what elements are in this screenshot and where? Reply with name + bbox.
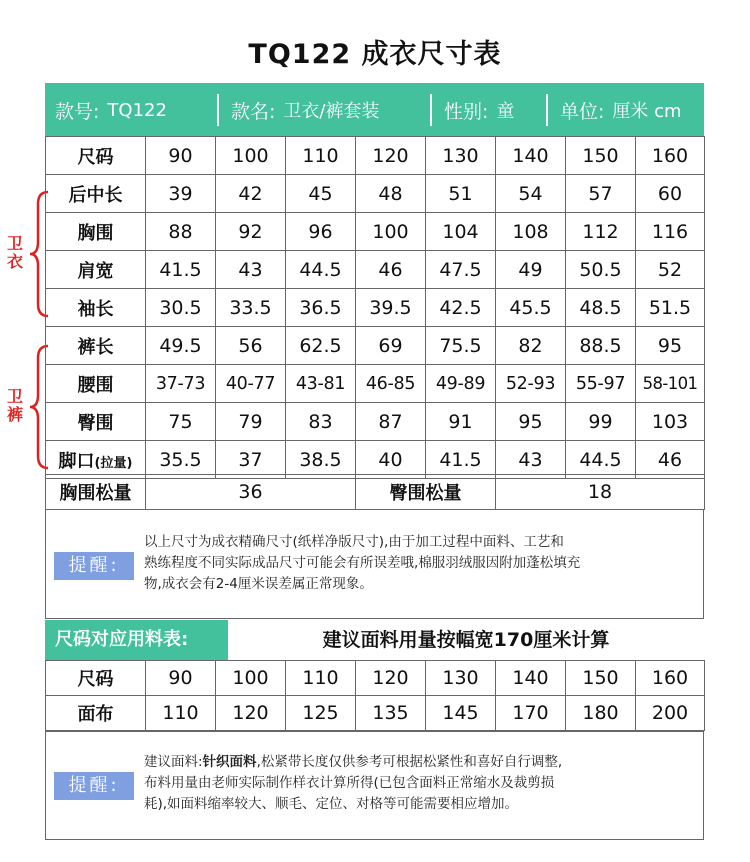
reminder-prefix: 建议面料: — [144, 754, 203, 770]
reminder-rest: ,松紧带长度仅供参考可根据松紧性和喜好自行调整, — [256, 754, 563, 770]
table-row — [46, 289, 705, 327]
table-cell: 103 — [636, 403, 705, 441]
table-cell: 36.5 — [286, 289, 356, 327]
table-cell: 88.5 — [566, 327, 636, 365]
row-label — [46, 441, 146, 479]
size-header: 160 — [636, 137, 705, 175]
size-table — [45, 136, 705, 479]
looseness-table — [45, 474, 705, 510]
size-header: 120 — [356, 137, 426, 175]
size-header: 90 — [146, 137, 216, 175]
table-cell: 30.5 — [146, 289, 216, 327]
table-row — [46, 661, 705, 696]
table-cell: 46 — [356, 251, 426, 289]
table-cell: 135 — [356, 696, 426, 731]
reminder-tag: 提醒: — [54, 552, 134, 580]
table-cell: 110 — [146, 696, 216, 731]
style-name-value: 卫衣/裤套装 — [283, 101, 380, 122]
table-cell: 41.5 — [426, 441, 496, 479]
table-cell: 51.5 — [636, 289, 705, 327]
table-cell: 51 — [426, 175, 496, 213]
size-header: 100 — [216, 137, 286, 175]
table-row — [46, 327, 705, 365]
table-cell: 90 — [146, 661, 216, 696]
table-cell: 42.5 — [426, 289, 496, 327]
size-header: 130 — [426, 137, 496, 175]
reminder-text — [144, 752, 562, 815]
table-cell: 40-77 — [216, 365, 286, 403]
reminder-line: 以上尺寸为成衣精确尺寸(纸样净版尺寸),由于加工过程中面料、工艺和 — [144, 534, 564, 550]
table-row — [46, 403, 705, 441]
fabric-size-label: 尺码 — [46, 661, 146, 696]
table-cell: 43-81 — [286, 365, 356, 403]
table-cell: 50.5 — [566, 251, 636, 289]
table-cell: 92 — [216, 213, 286, 251]
table-cell: 35.5 — [146, 441, 216, 479]
table-cell: 75.5 — [426, 327, 496, 365]
table-row — [46, 365, 705, 403]
chest-looseness-label: 胸围松量 — [46, 475, 146, 510]
table-cell: 116 — [636, 213, 705, 251]
info-divider — [546, 94, 548, 126]
reminder-tag: 提醒: — [54, 772, 134, 800]
table-cell: 58-101 — [636, 365, 705, 403]
table-cell: 41.5 — [146, 251, 216, 289]
table-cell: 200 — [636, 696, 705, 731]
table-cell: 40 — [356, 441, 426, 479]
table-cell: 110 — [286, 661, 356, 696]
table-cell: 46-85 — [356, 365, 426, 403]
table-cell: 91 — [426, 403, 496, 441]
row-label-note: (拉量) — [94, 455, 133, 471]
table-cell: 95 — [636, 327, 705, 365]
reminder-note-sizes — [45, 509, 704, 619]
table-cell: 44.5 — [286, 251, 356, 289]
row-label: 胸围 — [46, 213, 146, 251]
table-cell: 140 — [496, 661, 566, 696]
unit-label: 单位: — [560, 100, 605, 123]
reminder-line: 布料用量由老师实际制作样衣计算所得(已包含面料正常缩水及裁剪损 — [144, 775, 555, 791]
info-divider — [430, 94, 432, 126]
unit-value: 厘米 cm — [612, 101, 682, 122]
hip-looseness-value: 18 — [496, 475, 705, 510]
size-header-row — [46, 137, 705, 175]
table-cell: 60 — [636, 175, 705, 213]
table-cell: 39.5 — [356, 289, 426, 327]
table-cell: 43 — [496, 441, 566, 479]
table-cell: 33.5 — [216, 289, 286, 327]
reminder-highlight: 针织面料 — [202, 754, 257, 770]
reminder-line: 耗),如面料缩率较大、顺毛、定位、对格等可能需要相应增加。 — [144, 796, 519, 812]
table-cell: 120 — [356, 661, 426, 696]
fabric-heading: 尺码对应用料表: — [45, 620, 228, 660]
table-cell: 38.5 — [286, 441, 356, 479]
table-cell: 54 — [496, 175, 566, 213]
table-cell: 55-97 — [566, 365, 636, 403]
table-cell: 48.5 — [566, 289, 636, 327]
table-cell: 37 — [216, 441, 286, 479]
style-name-label: 款名: — [231, 100, 276, 123]
table-cell: 108 — [496, 213, 566, 251]
table-cell: 104 — [426, 213, 496, 251]
table-cell: 49 — [496, 251, 566, 289]
product-info-bar — [45, 83, 704, 137]
row-label: 肩宽 — [46, 251, 146, 289]
chest-looseness-value: 36 — [146, 475, 356, 510]
reminder-text — [144, 532, 580, 595]
table-cell: 99 — [566, 403, 636, 441]
reminder-line: 熟练程度不同实际成品尺寸可能会有所误差哦,棉服羽绒服因附加蓬松填充 — [144, 555, 581, 571]
gender-value: 童 — [496, 101, 515, 122]
table-cell: 95 — [496, 403, 566, 441]
table-row — [46, 175, 705, 213]
table-cell: 42 — [216, 175, 286, 213]
row-label: 后中长 — [46, 175, 146, 213]
table-cell: 46 — [636, 441, 705, 479]
table-cell: 75 — [146, 403, 216, 441]
table-cell: 82 — [496, 327, 566, 365]
table-cell: 52-93 — [496, 365, 566, 403]
table-cell: 49.5 — [146, 327, 216, 365]
table-cell: 52 — [636, 251, 705, 289]
gender-label: 性别: — [444, 100, 489, 123]
table-cell: 62.5 — [286, 327, 356, 365]
table-row — [46, 251, 705, 289]
row-label: 袖长 — [46, 289, 146, 327]
group-label-top: 卫衣 — [6, 234, 23, 271]
fabric-amount-label: 面布 — [46, 696, 146, 731]
row-label: 裤长 — [46, 327, 146, 365]
fabric-recommendation: 建议面料用量按幅宽170厘米计算 — [322, 629, 610, 651]
fabric-heading-row — [45, 620, 704, 660]
reminder-note-fabric — [45, 731, 704, 840]
table-cell: 69 — [356, 327, 426, 365]
table-cell: 49-89 — [426, 365, 496, 403]
fabric-table — [45, 660, 705, 731]
table-cell: 44.5 — [566, 441, 636, 479]
reminder-line — [144, 752, 562, 773]
style-no-value: TQ122 — [107, 99, 167, 121]
table-cell: 43 — [216, 251, 286, 289]
table-cell: 96 — [286, 213, 356, 251]
table-cell: 112 — [566, 213, 636, 251]
row-label-text: 脚口 — [58, 450, 95, 472]
info-divider — [217, 94, 219, 126]
table-cell: 125 — [286, 696, 356, 731]
table-row — [46, 696, 705, 731]
table-cell: 79 — [216, 403, 286, 441]
table-cell: 47.5 — [426, 251, 496, 289]
reminder-line: 物,成衣会有2-4厘米误差属正常现象。 — [144, 576, 373, 592]
table-cell: 145 — [426, 696, 496, 731]
table-cell: 45.5 — [496, 289, 566, 327]
table-cell: 100 — [216, 661, 286, 696]
size-header: 110 — [286, 137, 356, 175]
row-label: 腰围 — [46, 365, 146, 403]
style-no-label: 款号: — [55, 100, 100, 123]
table-cell: 37-73 — [146, 365, 216, 403]
hip-looseness-label: 臀围松量 — [356, 475, 496, 510]
group-label-pants: 卫裤 — [6, 387, 23, 424]
table-cell: 120 — [216, 696, 286, 731]
table-row — [46, 441, 705, 479]
table-row — [46, 213, 705, 251]
table-cell: 48 — [356, 175, 426, 213]
table-cell: 150 — [566, 661, 636, 696]
table-cell: 100 — [356, 213, 426, 251]
table-cell: 130 — [426, 661, 496, 696]
table-cell: 160 — [636, 661, 705, 696]
row-label: 臀围 — [46, 403, 146, 441]
size-header: 140 — [496, 137, 566, 175]
table-cell: 56 — [216, 327, 286, 365]
table-cell: 170 — [496, 696, 566, 731]
page-title: TQ122 成衣尺寸表 — [248, 39, 502, 70]
size-header-label: 尺码 — [46, 137, 146, 175]
table-cell: 180 — [566, 696, 636, 731]
table-cell: 39 — [146, 175, 216, 213]
table-cell: 88 — [146, 213, 216, 251]
table-cell: 57 — [566, 175, 636, 213]
table-cell: 83 — [286, 403, 356, 441]
table-row — [46, 475, 705, 510]
table-cell: 45 — [286, 175, 356, 213]
table-cell: 87 — [356, 403, 426, 441]
size-header: 150 — [566, 137, 636, 175]
